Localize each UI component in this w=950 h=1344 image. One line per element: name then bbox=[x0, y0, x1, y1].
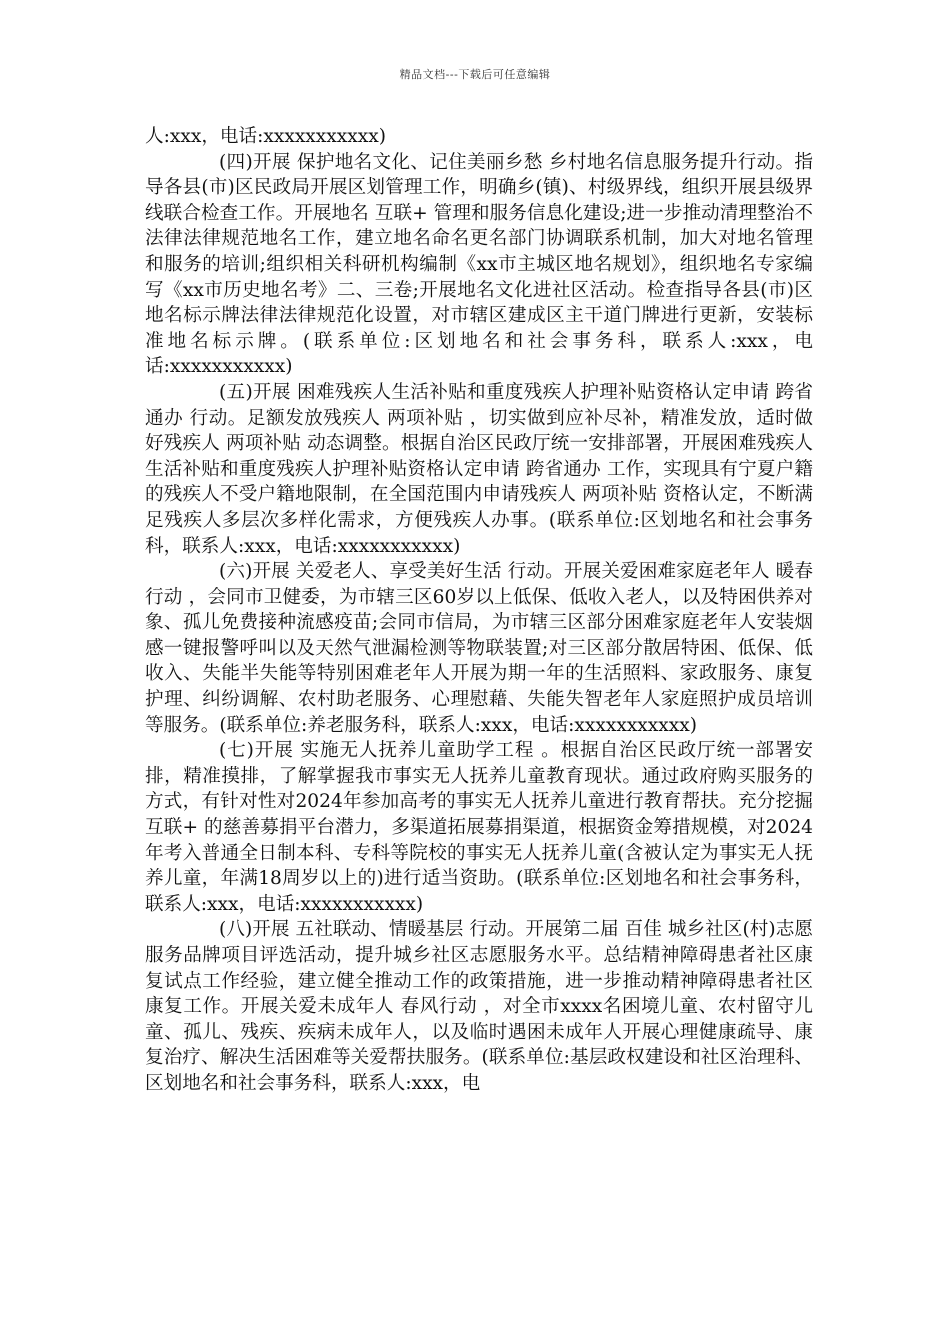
paragraph-section-4: (四)开展 保护地名文化、记住美丽乡愁 乡村地名信息服务提升行动。指导各县(市)区民政局开展区划管理工作，明确乡(镇)、村级界线，组织开展县级界线联合检查工作。开展地名 互联+ 管理和服务信息化建设;进一步推动清理整治不法律法律规范地名工作，建立地名命名更名部门协调联系机制，加大对地名管理和服务的培训;组织相关科研机构编制《xx市主城区地名规划》，组织地名专家编写《xx市历史地名考》二、三卷;开展地名文化进社区活动。检查指导各县(市)区地名标示牌法律法律规范化设置，对市辖区建成区主干道门牌进行更新，安装标准地名标示牌。(联系单位:区划地名和社会事务科，联系人:xxx，电话:xxxxxxxxxxx) bbox=[145, 151, 813, 378]
paragraph-section-5: (五)开展 困难残疾人生活补贴和重度残疾人护理补贴资格认定申请 跨省通办 行动。足额发放残疾人 两项补贴 ，切实做到应补尽补，精准发放，适时做好残疾人 两项补贴 动态调整。根据自治区民政厅统一安排部署，开展困难残疾人生活补贴和重度残疾人护理补贴资格认定申请 跨省通办 工作，实现具有宁夏户籍的残疾人不受户籍地限制，在全国范围内申请残疾人 两项补贴 资格认定，不断满足残疾人多层次多样化需求，方便残疾人办事。(联系单位:区划地名和社会事务科，联系人:xxx，电话:xxxxxxxxxxx) bbox=[145, 381, 813, 557]
paragraph-section-6: (六)开展 关爱老人、享受美好生活 行动。开展关爱困难家庭老年人 暖春行动 ，会同市卫健委，为市辖三区60岁以上低保、低收入老人，以及特困供养对象、孤儿免费接种流感疫苗;会同市信局，为市辖三区部分困难家庭老年人安装烟感一键报警呼叫以及天然气泄漏检测等物联装置;对三区部分散居特困、低保、低收入、失能半失能等特别困难老年人开展为期一年的生活照料、家政服务、康复护理、纠纷调解、农村助老服务、心理慰藉、失能失智老年人家庭照护成员培训等服务。(联系单位:养老服务科，联系人:xxx，电话:xxxxxxxxxxx) bbox=[145, 561, 813, 736]
paragraph-section-8: (八)开展 五社联动、情暖基层 行动。开展第二届 百佳 城乡社区(村)志愿服务品牌项目评选活动，提升城乡社区志愿服务水平。总结精神障碍患者社区康复试点工作经验，建立健全推动工作的政策措施，进一步推动精神障碍患者社区康复工作。开展关爱未成年人 春风行动 ，对全市xxxx名困境儿童、农村留守儿童、孤儿、残疾、疾病未成年人，以及临时遇困未成年人开展心理健康疏导、康复治疗、解决生活困难等关爱帮扶服务。(联系单位:基层政权建设和社区治理科、区划地名和社会事务科，联系人:xxx，电 bbox=[145, 919, 813, 1094]
document-body bbox=[145, 124, 813, 1097]
paragraph-continued: 人:xxx，电话:xxxxxxxxxxx) bbox=[145, 126, 386, 147]
paragraph-section-7: (七)开展 实施无人抚养儿童助学工程 。根据自治区民政厅统一部署安排，精准摸排，了解掌握我市事实无人抚养儿童教育现状。通过政府购买服务的方式，有针对性对2024年参加高考的事实无人抚养儿童进行教育帮扶。充分挖掘 互联+ 的慈善募捐平台潜力，多渠道拓展募捐渠道，根据资金筹措规模，对2024年考入普通全日制本科、专科等院校的事实无人抚养儿童(含被认定为事实无人抚养儿童，年满18周岁以上的)进行适当资助。(联系单位:区划地名和社会事务科，联系人:xxx，电话:xxxxxxxxxxx) bbox=[145, 740, 813, 915]
page-header: 精品文档---下载后可任意编辑 bbox=[399, 68, 551, 81]
